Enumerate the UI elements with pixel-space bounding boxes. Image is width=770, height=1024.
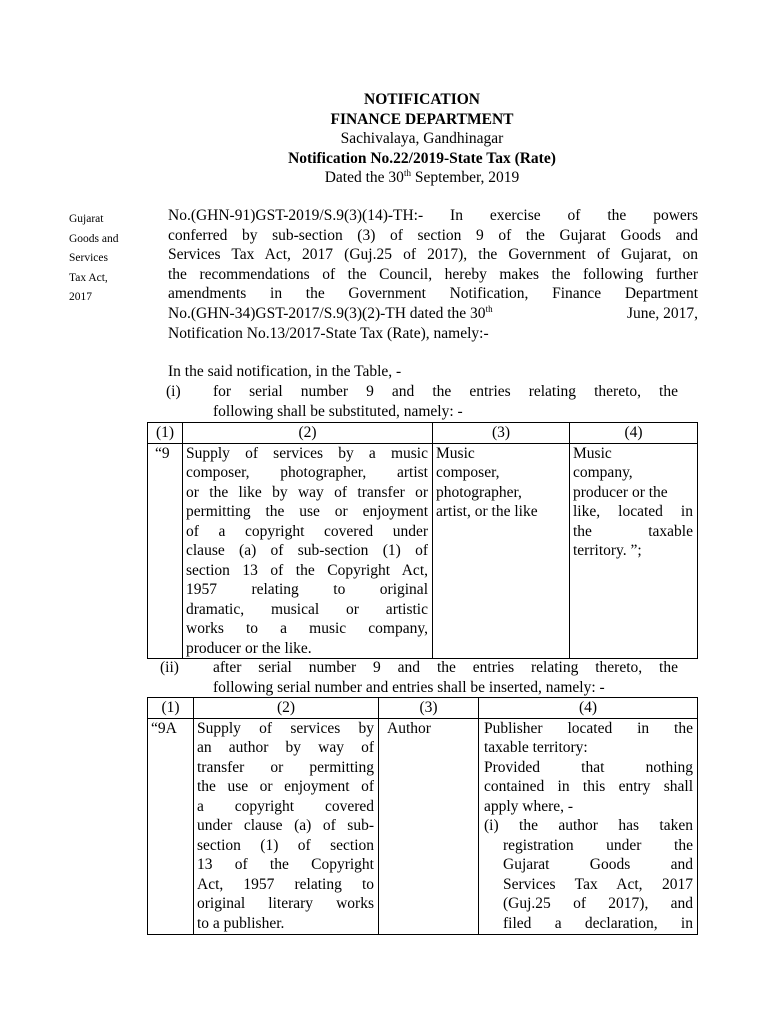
preamble-line: No.(GHN-91)GST-2019/S.9(3)(14)-TH:- In exercise of the powers xyxy=(168,207,698,224)
cell-line: Publisher located in the xyxy=(484,719,693,737)
preamble-line: Services Tax Act, 2017 (Guj.25 of 2017), the Government of Gujarat, on xyxy=(168,246,698,264)
cell-line: Supply of services by xyxy=(197,719,374,737)
cell-line: clause (a) of sub-section (1) of xyxy=(186,542,428,559)
cell-line: to a publisher. xyxy=(197,914,285,932)
column-header: (3) xyxy=(379,698,479,719)
cell-line: an author by way of xyxy=(197,739,374,756)
margin-note-line: Services xyxy=(69,252,108,264)
cell-line: under clause (a) of sub- xyxy=(197,817,374,834)
item-text-line: for serial number 9 and the entries relating thereto, the xyxy=(213,383,678,400)
department-name: FINANCE DEPARTMENT xyxy=(330,110,514,128)
date-prefix: Dated the 30 xyxy=(324,169,404,186)
preamble-line xyxy=(168,304,698,324)
cell-line: Act, 1957 relating to xyxy=(197,875,374,893)
margin-note-line: 2017 xyxy=(69,291,92,303)
item-text-line: after serial number 9 and the entries relating thereto, the xyxy=(213,659,678,676)
date-suffix-sup: th xyxy=(403,167,411,178)
cell-line: producer or the like. xyxy=(186,639,312,657)
recipient-cell xyxy=(570,443,698,659)
description-cell xyxy=(194,718,379,934)
supplier-cell xyxy=(433,443,570,659)
date-rest: September, 2019 xyxy=(410,169,520,186)
cell-line: artist, or the like xyxy=(436,503,538,520)
item-text xyxy=(213,382,678,421)
cell-line: company, xyxy=(573,464,633,481)
preamble-paragraph xyxy=(168,206,698,343)
item-text xyxy=(213,658,678,697)
cell-line: Provided that nothing xyxy=(484,758,693,776)
supplier-cell xyxy=(379,718,479,934)
cell-line: the taxable xyxy=(573,522,693,540)
cell-line: of a copyright covered under xyxy=(186,522,428,540)
margin-note xyxy=(69,210,149,308)
preamble-ref-sup: th xyxy=(485,303,493,314)
serial-number-cell: “9 xyxy=(148,443,183,659)
table-row xyxy=(148,443,698,659)
table-header-row xyxy=(148,423,698,444)
cell-line: contained in this entry shall xyxy=(484,778,693,795)
cell-line: filed a declaration, in xyxy=(503,914,693,932)
cell-line: Music xyxy=(573,444,612,462)
department-place: Sachivalaya, Gandhinagar xyxy=(340,130,504,147)
cell-line: section 13 of the Copyright Act, xyxy=(186,561,428,579)
margin-note-line: Tax Act, xyxy=(69,271,108,284)
preamble-line: Notification No.13/2017-State Tax (Rate), namely:- xyxy=(168,324,489,342)
notification-title: NOTIFICATION xyxy=(364,91,480,108)
cell-line: section (1) of section xyxy=(197,836,374,854)
cell-line: original literary works xyxy=(197,895,374,912)
item-number: (ii) xyxy=(160,659,179,676)
notification-heading xyxy=(0,90,770,188)
preamble-line: the recommendations of the Council, hereby makes the following further xyxy=(168,265,698,283)
cell-line: Music xyxy=(436,444,475,462)
cell-line: the use or enjoyment of xyxy=(197,778,374,795)
cell-line: dramatic, musical or artistic xyxy=(186,600,428,618)
column-header: (4) xyxy=(570,423,698,444)
cell-line: Gujarat Goods and xyxy=(503,856,693,873)
preamble-line: conferred by sub-section (3) of section 9 of the Gujarat Goods and xyxy=(168,226,698,244)
cell-line: (i) the author has taken xyxy=(484,817,693,834)
description-cell xyxy=(183,443,433,659)
cell-line: producer or the xyxy=(573,483,668,501)
cell-line: taxable territory: xyxy=(484,739,588,756)
intro-text: In the said notification, in the Table, - xyxy=(168,363,402,380)
cell-line: like, located in xyxy=(573,503,693,520)
preamble-line: amendments in the Government Notification, Finance Department xyxy=(168,285,698,303)
intro-line xyxy=(168,362,698,382)
cell-line: works to a music company, xyxy=(186,620,428,637)
table-row xyxy=(148,718,698,934)
cell-line: composer, xyxy=(436,464,500,481)
cell-line: (Guj.25 of 2017), and xyxy=(503,895,693,912)
column-header: (3) xyxy=(433,423,570,444)
item-text-line: following shall be substituted, namely: - xyxy=(213,402,463,420)
cell-line: apply where, - xyxy=(484,797,574,815)
cell-line: a copyright covered xyxy=(197,797,374,815)
cell-line: composer, photographer, artist xyxy=(186,464,428,481)
serial-number-cell: “9A xyxy=(148,718,194,934)
table-header-row xyxy=(148,698,698,719)
notification-date xyxy=(0,168,770,188)
cell-line: photographer, xyxy=(436,483,522,501)
column-header: (1) xyxy=(148,423,183,444)
notification-number: Notification No.22/2019-State Tax (Rate) xyxy=(288,149,556,167)
margin-note-line: Goods and xyxy=(69,232,119,245)
cell-line: transfer or permitting xyxy=(197,758,374,776)
cell-line: permitting the use or enjoyment xyxy=(186,503,428,520)
column-header: (1) xyxy=(148,698,194,719)
column-header: (2) xyxy=(183,423,433,444)
cell-line: 1957 relating to original xyxy=(186,581,428,598)
cell-line: Services Tax Act, 2017 xyxy=(503,875,693,893)
cell-line: Author xyxy=(387,719,431,737)
recipient-cell xyxy=(479,718,698,934)
cell-line: or the like by way of transfer or xyxy=(186,483,428,501)
column-header: (4) xyxy=(479,698,698,719)
table-entry-9a xyxy=(147,697,698,935)
cell-line: 13 of the Copyright xyxy=(197,856,374,873)
table-entry-9 xyxy=(147,422,698,659)
item-text-line: following serial number and entries shall be inserted, namely: - xyxy=(213,678,605,696)
preamble-ref-suffix: June, 2017, xyxy=(626,304,698,322)
margin-note-line: Gujarat xyxy=(69,213,104,225)
preamble-ref-prefix: No.(GHN-34)GST-2017/S.9(3)(2)-TH dated the 30 xyxy=(168,304,486,322)
cell-line: Supply of services by a music xyxy=(186,444,428,462)
cell-line: territory. ”; xyxy=(573,542,642,559)
item-number: (i) xyxy=(166,383,181,400)
column-header: (2) xyxy=(194,698,379,719)
cell-line: registration under the xyxy=(503,836,693,854)
